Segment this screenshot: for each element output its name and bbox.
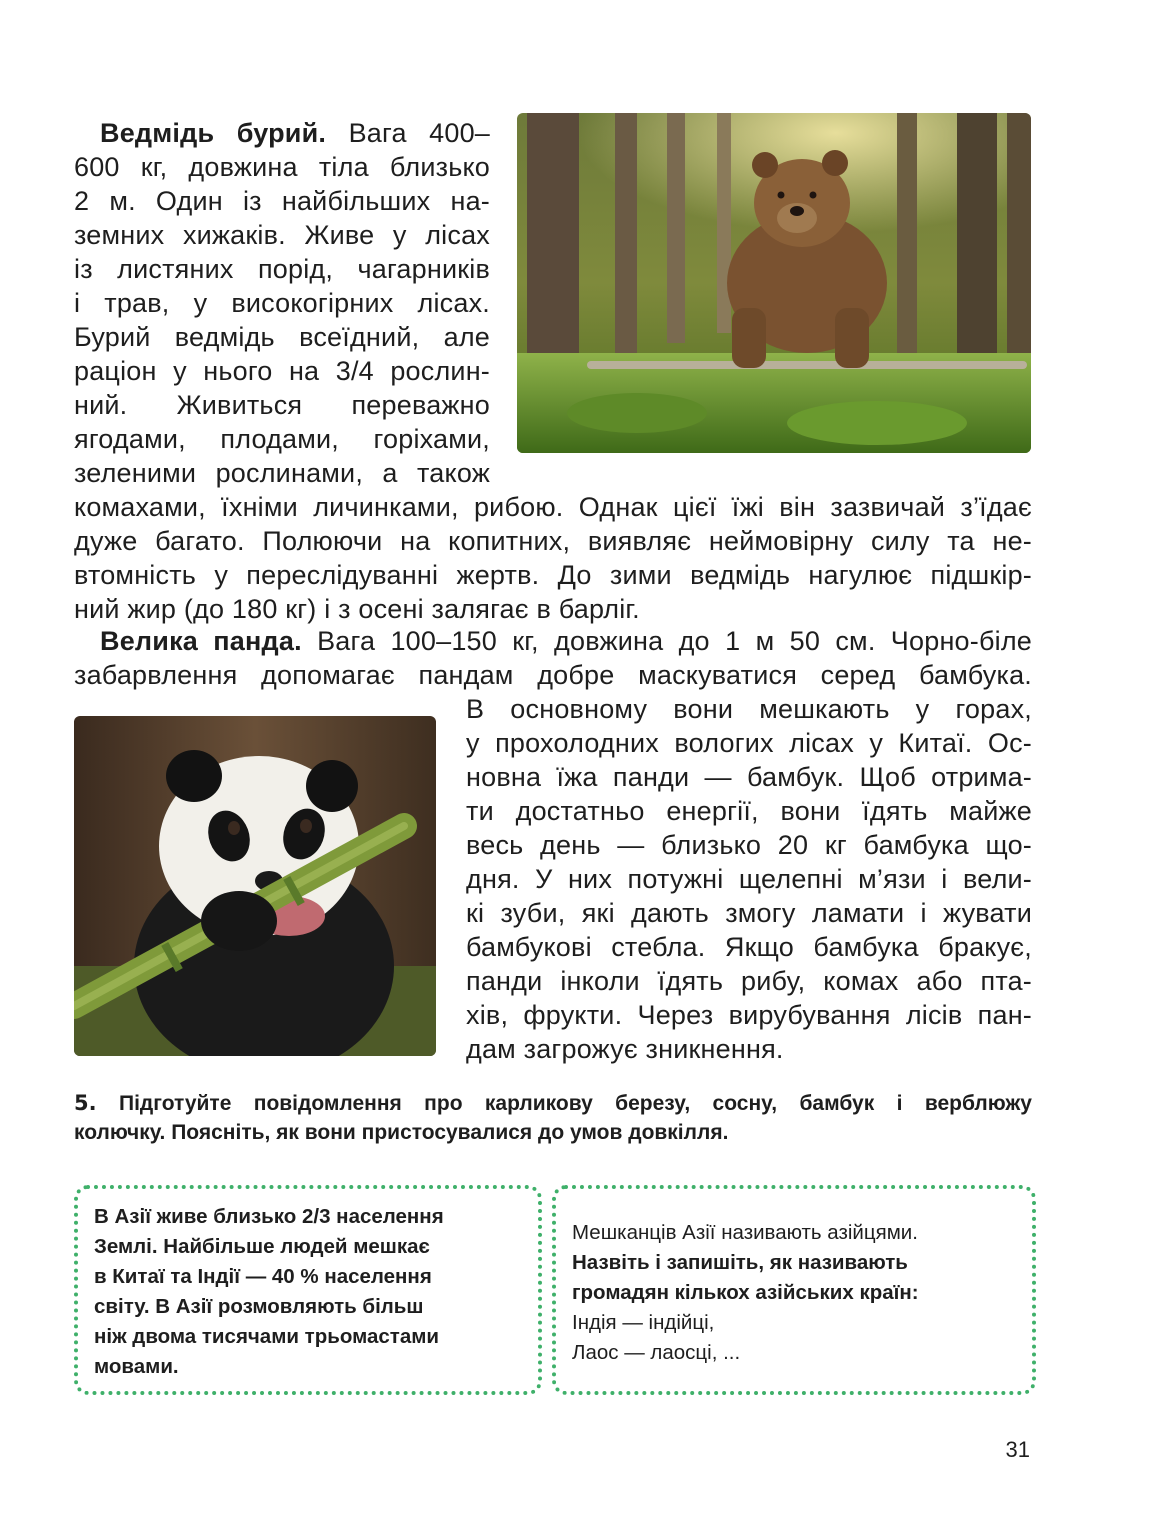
- info-line-2: Землі. Найбільше людей мешкає: [94, 1235, 430, 1258]
- bear-line-12: комахами, їхніми личинками, рибою. Однак цієї їжі він зазвичай з’їдає: [74, 492, 1032, 522]
- task-number: 5.: [74, 1091, 97, 1115]
- panda-line-9: кі зуби, які дають змогу ламати і жувати: [466, 898, 1032, 928]
- bear-line-10: ягодами, плодами, горіхами,: [74, 424, 490, 454]
- task-5-line-1: 5. Підготуйте повідомлення про карликову березу, сосну, бамбук і верблюжу: [74, 1091, 1032, 1115]
- task-5-line-2: колючку. Поясніть, як вони пристосувалися до умов довкілля.: [74, 1121, 729, 1144]
- panda-line-5: новна їжа панди — бамбук. Щоб отрима-: [466, 762, 1032, 792]
- info-line-1: В Азії живе близько 2/3 населення: [94, 1205, 444, 1228]
- panda-line-7: весь день — близько 20 кг бамбука що-: [466, 830, 1032, 860]
- bear-line-13: дуже багато. Полюючи на копитних, виявляє неймовірну силу та не-: [74, 526, 1032, 556]
- info-line-6: мовами.: [94, 1355, 179, 1378]
- bear-line-2: 600 кг, довжина тіла близько: [74, 152, 490, 182]
- info-line-4: світу. В Азії розмовляють більш: [94, 1295, 424, 1318]
- bear-line-7: Бурий ведмідь всеїдний, але: [74, 322, 490, 352]
- bear-title: Ведмідь бурий.: [100, 118, 327, 148]
- bear-line-6: і трав, у високогірних лісах.: [74, 288, 490, 318]
- panda-line-10: бамбукові стебла. Якщо бамбука бракує,: [466, 932, 1032, 962]
- bear-line-1: Ведмідь бурий. Вага 400–: [100, 118, 491, 148]
- demonym-task-line-2: громадян кількох азійських країн:: [572, 1281, 919, 1304]
- panda-title: Велика панда.: [100, 626, 302, 656]
- bear-line-14: втомність у переслідуванні жертв. До зими ведмідь нагулює підшкір-: [74, 560, 1032, 590]
- info-line-5: ніж двома тисячами трьомастами: [94, 1325, 439, 1348]
- demonym-example-2: Лаос — лаосці, ...: [572, 1341, 741, 1364]
- bear-line-15: ний жир (до 180 кг) і з осені залягає в барліг.: [74, 594, 640, 624]
- brown-bear-photo: [517, 113, 1031, 453]
- bear-line-5: із листяних порід, чагарників: [74, 254, 490, 284]
- panda-line-12: хів, фрукти. Через вирубування лісів пан-: [466, 1000, 1032, 1030]
- panda-line-3: В основному вони мешкають у горах,: [466, 694, 1032, 724]
- panda-line-6: ти достатньо енергії, вони їдять майже: [466, 796, 1032, 826]
- bear-line-11: зеленими рослинами, а також: [74, 458, 490, 488]
- demonym-example-1: Індія — індійці,: [572, 1311, 715, 1334]
- panda-line-13: дам загрожує зникнення.: [466, 1034, 784, 1064]
- page-number: 31: [1005, 1437, 1030, 1462]
- demonym-intro: Мешканців Азії називають азійцями.: [572, 1221, 918, 1244]
- bear-line-3: 2 м. Один із найбільших на-: [74, 186, 490, 216]
- bear-line-4: земних хижаків. Живе у лісах: [74, 220, 490, 250]
- panda-line-2: забарвлення допомагає пандам добре маскуватися серед бамбука.: [74, 660, 1032, 690]
- bear-line-9: ний. Живиться переважно: [74, 390, 490, 420]
- demonym-task-line-1: Назвіть і запишіть, як називають: [572, 1251, 908, 1274]
- giant-panda-photo: [74, 716, 436, 1056]
- info-line-3: в Китаї та Індії — 40 % населення: [94, 1265, 432, 1288]
- panda-line-4: у прохолодних вологих лісах у Китаї. Ос-: [466, 728, 1032, 758]
- panda-line-1: Велика панда. Вага 100–150 кг, довжина до 1 м 50 см. Чорно-біле: [100, 626, 1032, 656]
- panda-line-11: панди інколи їдять рибу, комах або пта-: [466, 966, 1032, 996]
- bear-line-8: раціон у нього на 3/4 рослин-: [74, 356, 490, 386]
- panda-line-8: дня. У них потужні щелепні м’язи і вели-: [466, 864, 1032, 894]
